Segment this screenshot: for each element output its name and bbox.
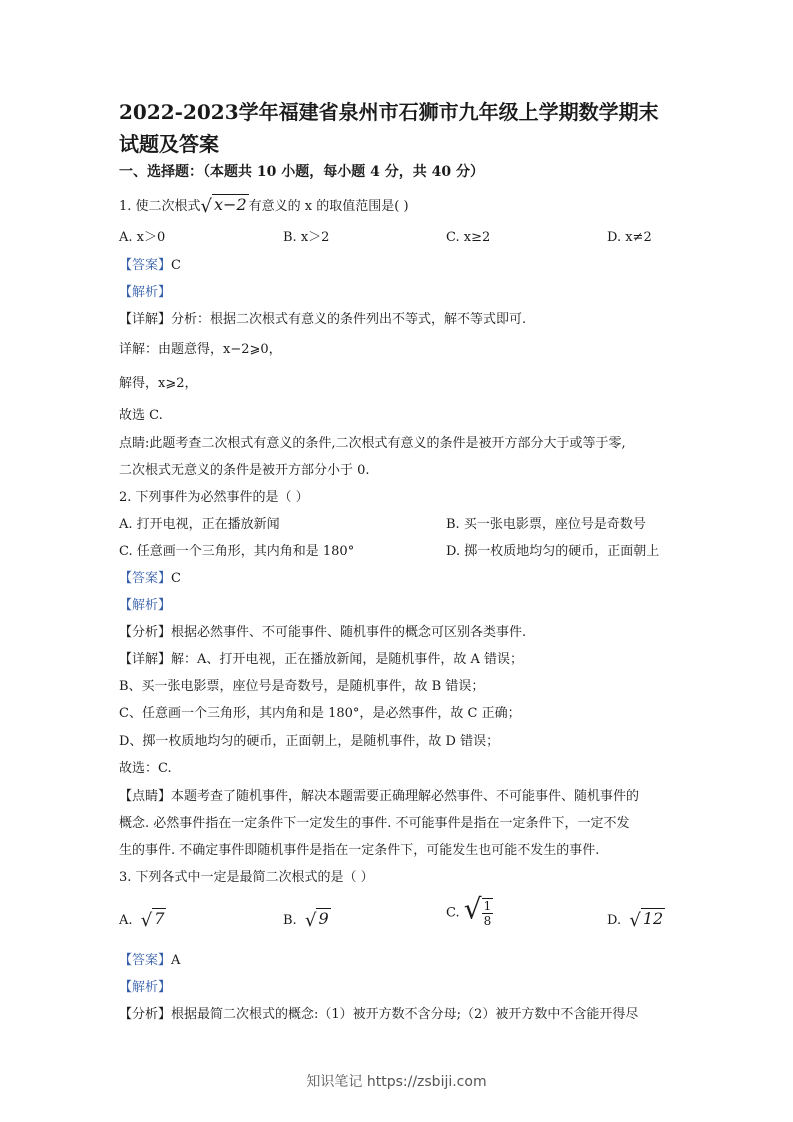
q2-answer-tag: 【答案】 — [119, 571, 172, 586]
q2-jiexi-tag: 【解析】 — [119, 598, 172, 613]
q1-line-3: 解得，x⩾2， — [119, 376, 198, 391]
q1-jiexi-tag: 【解析】 — [119, 285, 172, 300]
q3-answer-tag: 【答案】 — [119, 953, 172, 968]
q3-option-a — [119, 910, 166, 930]
q1-detail — [119, 311, 526, 329]
q3-option-b-label: B. — [283, 913, 297, 928]
q2-detail-text: 解：A、打开电视，正在播放新闻，是随机事件，故 A 错误； — [171, 652, 524, 667]
q3-option-c-fraction — [482, 898, 494, 928]
q1-answer — [119, 257, 181, 275]
q3-option-d-label: D. — [607, 913, 622, 928]
q3-option-d-radical: √ 12 — [629, 909, 664, 931]
q3-option-d — [607, 910, 665, 930]
q1-line-2: 详解：由题意得，x−2⩾0， — [119, 342, 282, 357]
q3-jiexi-tag: 【解析】 — [119, 980, 172, 995]
q3-option-b-radical: √ 9 — [304, 909, 329, 931]
q2-note-tag: 【点睛】 — [119, 789, 172, 804]
q1-option-b: B. x＞2 — [283, 230, 330, 245]
q2-answer — [119, 570, 181, 588]
q1-answer-tag: 【答案】 — [119, 258, 172, 273]
q2-note-line-3: 生的事件. 不确定事件即随机事件是指在一定条件下，可能发生也可能不发生的事件. — [119, 843, 600, 858]
q1-answer-value: C — [171, 258, 181, 273]
question-1-stem — [119, 196, 409, 216]
q3-analysis — [119, 1006, 638, 1024]
q1-detail-tag: 【详解】 — [119, 312, 172, 327]
q1-line-5: 点睛:此题考查二次根式有意义的条件,二次根式有意义的条件是被开方部分大于或等于零, — [119, 436, 626, 451]
page-footer-watermark: 知识笔记 https://zsbiji.com — [306, 1074, 487, 1090]
q3-option-a-label: A. — [119, 913, 133, 928]
q1-radical: √ x−2 — [200, 195, 247, 217]
q3-option-b — [283, 910, 331, 930]
q2-detail-tag: 【详解】 — [119, 652, 172, 667]
question-2-stem: 2. 下列事件为必然事件的是（ ） — [119, 490, 309, 505]
q1-option-c: C. x≥2 — [446, 230, 491, 245]
q3-answer — [119, 952, 180, 970]
q2-detail — [119, 651, 523, 669]
q2-line-d: D、掷一枚质地均匀的硬币，正面朝上，是随机事件，故 D 错误； — [119, 734, 500, 749]
q1-stem-post: 有意义的 x 的取值范围是( ) — [248, 199, 409, 214]
q2-line-b: B、买一张电影票，座位号是奇数号，是随机事件，故 B 错误； — [119, 679, 485, 694]
q2-line-c: C、任意画一个三角形，其内角和是 180°，是必然事件，故 C 正确； — [119, 706, 521, 721]
q3-analysis-tag: 【分析】 — [119, 1007, 172, 1022]
question-3-stem: 3. 下列各式中一定是最简二次根式的是（ ） — [119, 870, 374, 885]
section-heading: 一、选择题：（本题共 10 小题，每小题 4 分，共 40 分） — [119, 164, 484, 180]
q1-option-d: D. x≠2 — [607, 230, 652, 245]
q2-analysis-text: 根据必然事件、不可能事件、随机事件的概念可区别各类事件. — [171, 625, 527, 640]
q3-option-c-denominator: 8 — [483, 914, 492, 928]
q2-option-b: B. 买一张电影票，座位号是奇数号 — [446, 517, 646, 532]
q2-answer-value: C — [171, 571, 181, 586]
q1-radicand: x−2 — [214, 195, 247, 214]
q3-option-c — [446, 892, 493, 928]
q2-analysis — [119, 624, 526, 642]
q2-option-d: D. 掷一枚质地均匀的硬币，正面朝上 — [446, 544, 660, 559]
q1-stem-pre: 1. 使二次根式 — [119, 199, 201, 214]
q3-option-a-radical: √ 7 — [140, 909, 165, 931]
q3-option-c-numerator: 1 — [483, 899, 492, 913]
q3-analysis-text: 根据最简二次根式的概念:（1）被开方数不含分母;（2）被开方数中不含能开得尽 — [171, 1007, 639, 1022]
q3-option-d-radicand: 12 — [642, 909, 664, 928]
q1-line-6: 二次根式无意义的条件是被开方部分小于 0. — [119, 463, 370, 478]
q3-option-b-radicand: 9 — [318, 909, 329, 928]
document-title-line1: 2022-2023学年福建省泉州市石狮市九年级上学期数学期末 — [119, 100, 659, 124]
q1-detail-text: 分析：根据二次根式有意义的条件列出不等式，解不等式即可. — [171, 312, 527, 327]
q1-option-a: A. x＞0 — [119, 230, 166, 245]
q3-option-a-radicand: 7 — [154, 909, 165, 928]
q3-option-c-label: C. — [446, 905, 460, 921]
q2-note-line-2: 概念. 必然事件指在一定条件下一定发生的事件. 不可能事件是指在一定条件下，一定不发 — [119, 816, 630, 831]
q3-option-c-radical-sign: √ — [463, 892, 482, 926]
q3-answer-value: A — [171, 953, 181, 968]
q2-option-a: A. 打开电视，正在播放新闻 — [119, 517, 280, 532]
q2-option-c: C. 任意画一个三角形，其内角和是 180° — [119, 544, 355, 559]
q2-note — [119, 788, 639, 806]
q1-line-4: 故选 C. — [119, 408, 163, 423]
q2-line-e: 故选：C. — [119, 761, 172, 776]
q2-analysis-tag: 【分析】 — [119, 625, 172, 640]
q2-note-text: 本题考查了随机事件，解决本题需要正确理解必然事件、不可能事件、随机事件的 — [171, 789, 640, 804]
document-title-line2: 试题及答案 — [119, 132, 219, 156]
